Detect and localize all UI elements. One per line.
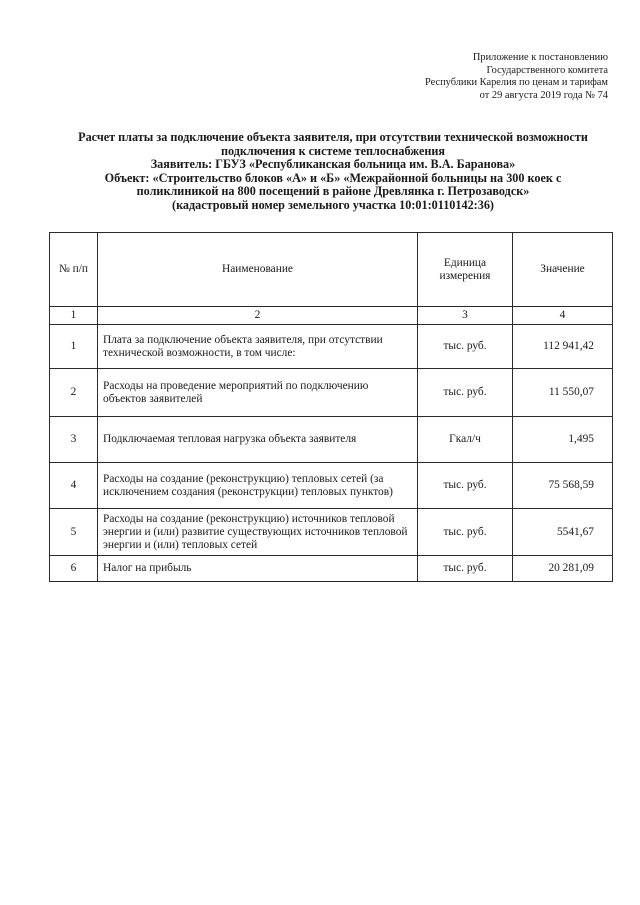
title-line: Расчет платы за подключение объекта заявителя, при отсутствии технической возможности	[78, 130, 588, 144]
table-row	[50, 325, 613, 369]
table-row	[50, 369, 613, 417]
row-value: 5541,67	[513, 509, 613, 556]
row-num: 5	[50, 509, 98, 556]
object-line: поликлиникой на 800 посещений в районе Древлянка г. Петрозаводск»	[136, 184, 530, 199]
calculation-table	[49, 232, 613, 582]
row-value: 20 281,09	[513, 556, 613, 582]
row-name: Расходы на создание (реконструкцию) источников тепловой энергии и (или) развитие существующих источников тепловой энергии и (или) тепловых сетей	[98, 509, 418, 556]
row-num: 2	[50, 369, 98, 417]
row-num: 1	[50, 325, 98, 369]
appendix-note	[425, 52, 608, 102]
table-row	[50, 556, 613, 582]
row-value: 112 941,42	[513, 325, 613, 369]
row-name: Налог на прибыль	[98, 556, 418, 582]
cadastral-line: (кадастровый номер земельного участка 10:01:0110142:36)	[172, 197, 494, 212]
row-unit: тыс. руб.	[418, 509, 513, 556]
table-row	[50, 417, 613, 463]
row-value: 11 550,07	[513, 369, 613, 417]
header-num: № п/п	[50, 233, 98, 307]
index-cell: 1	[50, 307, 98, 325]
index-cell: 2	[98, 307, 418, 325]
row-num: 4	[50, 463, 98, 509]
row-unit: тыс. руб.	[418, 325, 513, 369]
row-unit: тыс. руб.	[418, 463, 513, 509]
row-value: 75 568,59	[513, 463, 613, 509]
appendix-line: Государственного комитета	[486, 64, 608, 76]
index-cell: 4	[513, 307, 613, 325]
row-name: Расходы на создание (реконструкцию) тепловых сетей (за исключением создания (реконструкции) тепловых пунктов)	[98, 463, 418, 509]
object-line: Объект: «Строительство блоков «А» и «Б» «Межрайонной больницы на 300 коек с	[104, 170, 562, 185]
header-value: Значение	[513, 233, 613, 307]
header-unit: Единица измерения	[418, 233, 513, 307]
appendix-line: Приложение к постановлению	[472, 52, 608, 63]
row-unit: Гкал/ч	[418, 417, 513, 463]
title-line: подключения к системе теплоснабжения	[220, 143, 446, 158]
row-name: Плата за подключение объекта заявителя, при отсутствии технической возможности, в том числе:	[98, 325, 418, 369]
table-row	[50, 463, 613, 509]
row-value: 1,495	[513, 417, 613, 463]
row-unit: тыс. руб.	[418, 369, 513, 417]
appendix-line: Республики Карелия по ценам и тарифам	[424, 77, 608, 88]
table-row	[50, 509, 613, 556]
column-index-row	[50, 307, 613, 325]
row-name: Подключаемая тепловая нагрузка объекта заявителя	[98, 417, 418, 463]
index-cell: 3	[418, 307, 513, 325]
row-num: 3	[50, 417, 98, 463]
appendix-line: от 29 августа 2019 года № 74	[479, 89, 608, 101]
row-unit: тыс. руб.	[418, 556, 513, 582]
header-name: Наименование	[98, 233, 418, 307]
document-title	[52, 131, 614, 213]
table-header-row	[50, 233, 613, 307]
applicant-line: Заявитель: ГБУЗ «Республиканская больница им. В.А. Баранова»	[150, 157, 516, 172]
row-num: 6	[50, 556, 98, 582]
row-name: Расходы на проведение мероприятий по подключению объектов заявителей	[98, 369, 418, 417]
